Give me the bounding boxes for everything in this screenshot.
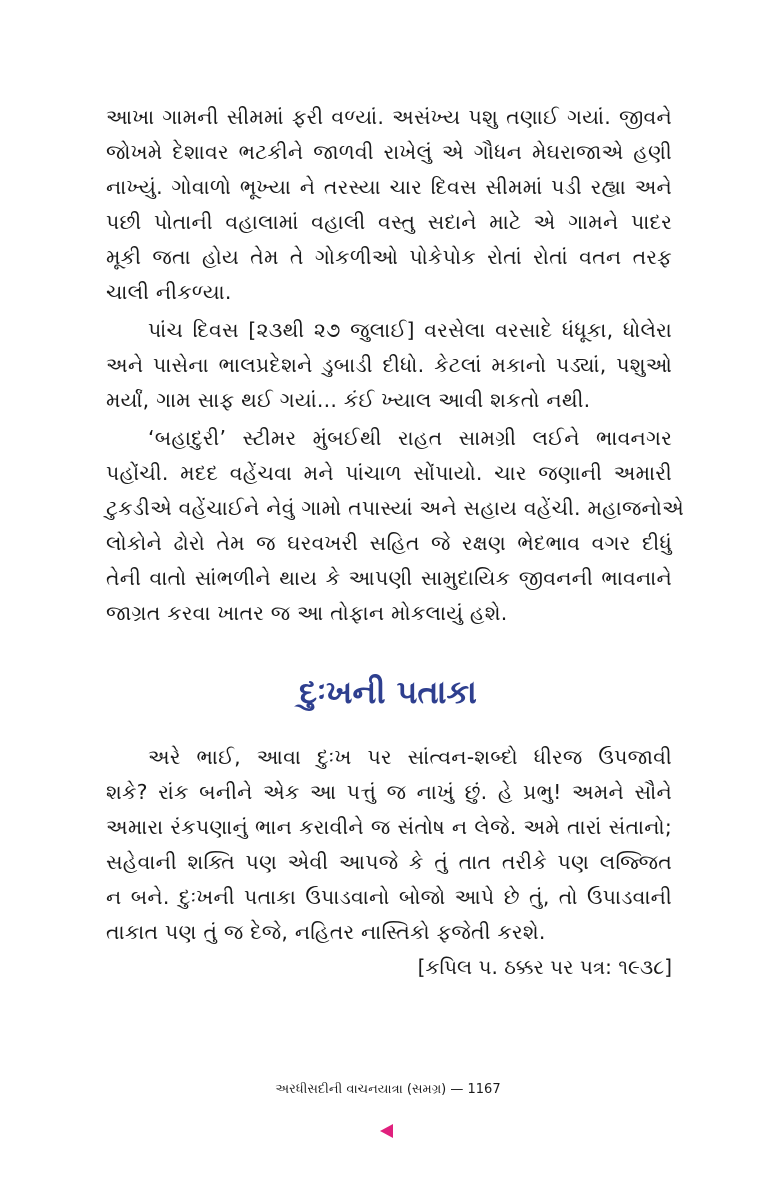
text-line: જાગ્રત કરવા ખાતર જ આ તોફાન મોકલાયું હશે.: [106, 601, 508, 625]
text-line: પછી પોતાની વહાલામાં વહાલી વસ્તુ સદાને માટે એ ગામને પાદર: [106, 210, 672, 234]
page-footer: અરધીસદીની વાચનયાત્રા (સમગ્ર) — 1167: [275, 1082, 501, 1097]
text-line: સહેવાની શક્તિ પણ એવી આપજે કે તું તાત તરીકે પણ લજ્જિત: [106, 850, 672, 874]
text-line: તાકાત પણ તું જ દેજે, નહિતર નાસ્તિકો ફજેતી કરશે.: [106, 920, 546, 944]
text-line: ચાલી નીકળ્યા.: [106, 280, 232, 304]
text-line: પાંચ દિવસ [૨૩થી ૨૭ જુલાઈ] વરસેલા વરસાદે ધંધૂકા, ધોલેરા: [148, 318, 672, 342]
text-line: આખા ગામની સીમમાં ફરી વળ્યાં. અસંખ્ય પશુ તણાઈ ગયાં. જીવને: [106, 105, 672, 129]
previous-page-arrow-icon[interactable]: [380, 1124, 393, 1138]
section-heading: દુઃખની પતાકા: [299, 673, 477, 711]
text-line: અરે ભાઈ, આવા દુઃખ પર સાંત્વન-શબ્દો ધીરજ ઉપજાવી: [148, 745, 672, 769]
text-line: ન બને. દુઃખની પતાકા ઉપાડવાનો બોજો આપે છે તું, તો ઉપાડવાની: [106, 885, 672, 909]
text-line: તેની વાતો સાંભળીને થાય કે આપણી સામુદાયિક જીવનની ભાવનાને: [106, 566, 672, 590]
text-line: અને પાસેના ભાલપ્રદેશને ડુબાડી દીધો. કેટલાં મકાનો પડ્યાં, પશુઓ: [106, 353, 672, 377]
text-line: શકે? રાંક બનીને એક આ પત્તું જ નાખું છું. હે પ્રભુ! અમને સૌને: [106, 780, 672, 804]
text-line: મર્યાં, ગામ સાફ થઈ ગયાં... કંઈ ખ્યાલ આવી શકતો નથી.: [106, 388, 591, 412]
text-line: લોકોને ઢોરો તેમ જ ઘરવખરી સહિત જે રક્ષણ ભેદભાવ વગર દીધું: [106, 531, 672, 555]
text-line: અમારા રંકપણાનું ભાન કરાવીને જ સંતોષ ન લેજે. અમે તારાં સંતાનો;: [106, 815, 672, 839]
citation: [કપિલ પ. ઠક્કર પર પત્ર: ૧૯૩૮]: [417, 955, 672, 979]
text-line: નાખ્યું. ગોવાળો ભૂખ્યા ને તરસ્યા ચાર દિવસ સીમમાં પડી રહ્યા અને: [106, 175, 672, 199]
text-line: ટુકડીએ વહેંચાઈને નેવું ગામો તપાસ્યાં અને સહાય વહેંચી. મહાજનોએ: [106, 496, 684, 520]
text-line: પહોંચી. મદદ વહેંચવા મને પાંચાળ સોંપાયો. ચાર જણાની અમારી: [106, 461, 672, 485]
text-line: ‘બહાદુરી’ સ્ટીમર મુંબઈથી રાહત સામગ્રી લઈને ભાવનગર: [148, 426, 672, 450]
text-line: મૂકી જતા હોય તેમ તે ગોકળીઓ પોકેપોક રોતાં રોતાં વતન તરફ: [106, 245, 672, 269]
text-line: જોખમે દેશાવર ભટકીને જાળવી રાખેલું એ ગૌધન મેઘરાજાએ હણી: [106, 140, 672, 164]
